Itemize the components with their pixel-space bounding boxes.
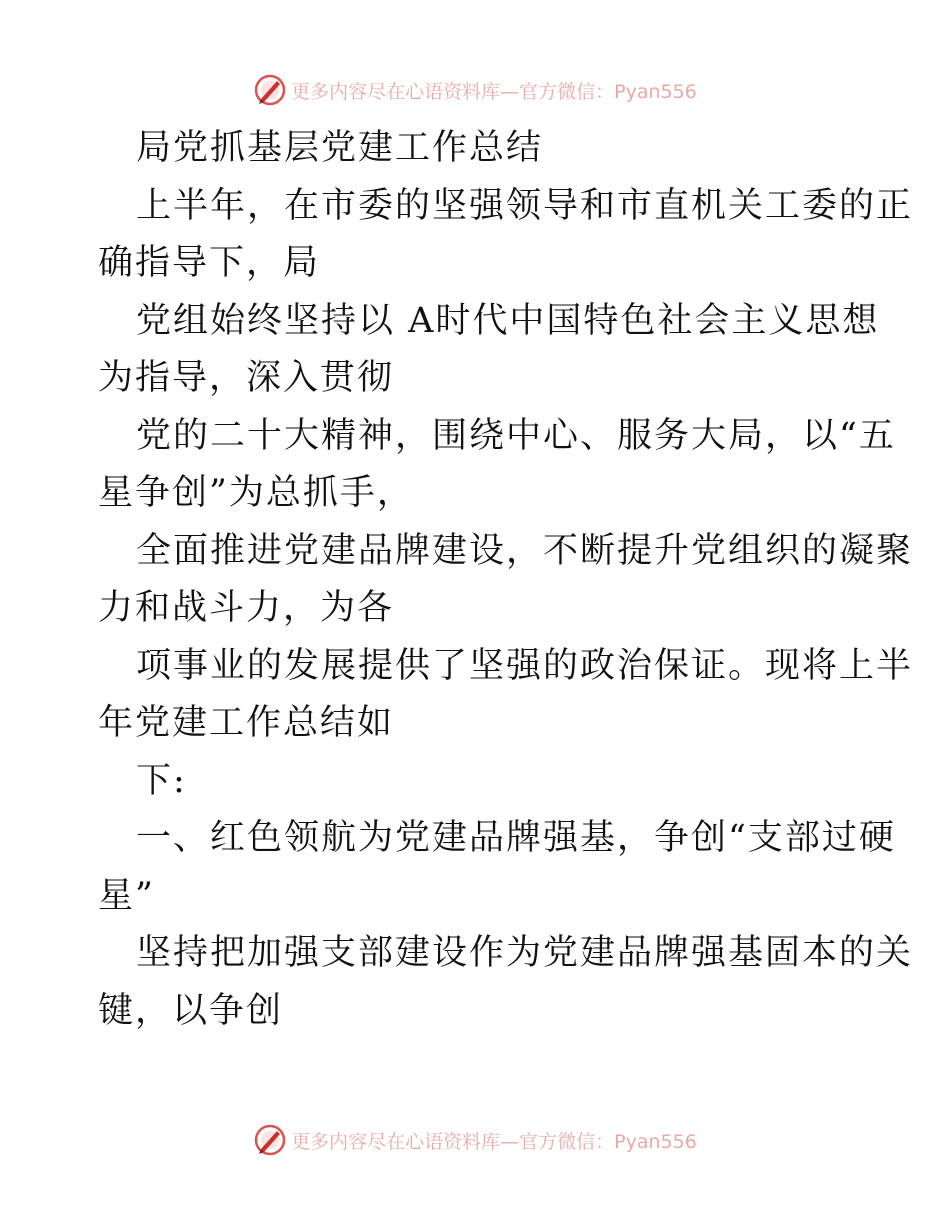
- text-line: 上半年，在市委的坚强领导和市直机关工委的正: [136, 185, 914, 226]
- text-line: 一、红色领航为党建品牌强基，争创“支部过硬: [136, 818, 896, 858]
- pen-seal-icon: [253, 1123, 287, 1157]
- text-line: 星”: [98, 875, 155, 916]
- footer-watermark: [0, 1120, 950, 1160]
- text-line: 党组始终坚持以 A时代中国特色社会主义思想: [136, 300, 880, 341]
- header-watermark: [0, 70, 950, 110]
- text-line: 年党建工作总结如: [98, 703, 395, 743]
- text-line: 星争创”为总抓手，: [98, 473, 414, 513]
- watermark-text: 更多内容尽在心语资料库—官方微信：Pyan556: [291, 1130, 697, 1153]
- document-body: [98, 120, 914, 1040]
- pen-seal-icon: [253, 73, 287, 107]
- text-line: 确指导下，局: [98, 243, 321, 283]
- text-line: 局党抓基层党建工作总结: [136, 128, 544, 168]
- text-line: 力和战斗力，为各: [98, 588, 395, 628]
- text-line: 项事业的发展提供了坚强的政治保证。现将上半: [136, 645, 914, 686]
- text-line: 坚持把加强支部建设作为党建品牌强基固本的关: [136, 933, 914, 973]
- watermark-text: 更多内容尽在心语资料库—官方微信：Pyan556: [291, 80, 697, 103]
- text-line: 全面推进党建品牌建设，不断提升党组织的凝聚: [136, 530, 914, 571]
- text-line: 为指导，深入贯彻: [98, 358, 395, 398]
- text-line: 党的二十大精神，围绕中心、服务大局，以“五: [136, 415, 896, 456]
- text-line: 键，以争创: [98, 990, 284, 1031]
- text-line: 下:: [136, 760, 187, 801]
